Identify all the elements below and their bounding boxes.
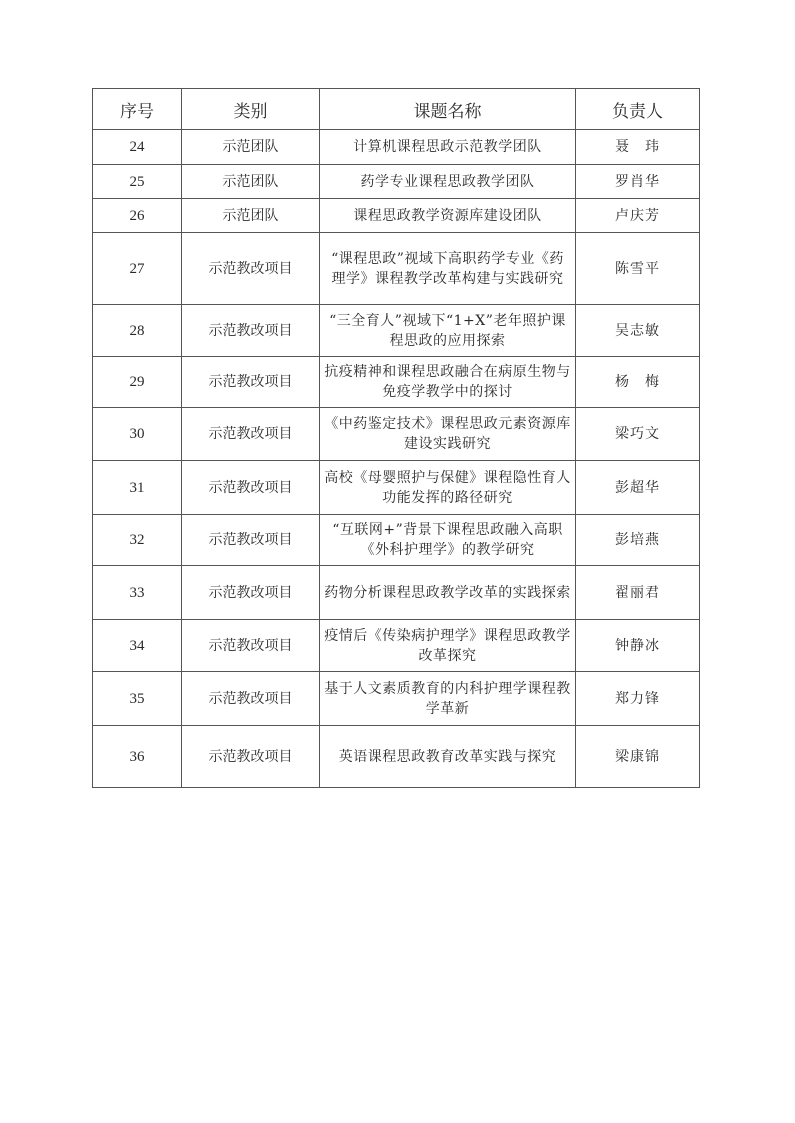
project-table	[92, 88, 700, 788]
row-title: 抗疫精神和课程思政融合在病原生物与 免疫学教学中的探讨	[320, 357, 576, 408]
row-title: 药物分析课程思政教学改革的实践探索	[320, 566, 576, 620]
row-category: 示范教改项目	[182, 408, 320, 461]
table-row	[93, 515, 700, 566]
row-owner: 吴志敏	[576, 305, 700, 357]
row-title: “课程思政”视域下高职药学专业《药理学》课程教学改革构建与实践研究	[320, 233, 576, 305]
table-row	[93, 130, 700, 165]
row-title: “互联网+”背景下课程思政融入高职《外科护理学》的教学研究	[320, 515, 576, 566]
row-category: 示范团队	[182, 199, 320, 233]
row-title: 《中药鉴定技术》课程思政元素资源库建设实践研究	[320, 408, 576, 461]
row-number: 29	[93, 357, 182, 408]
row-title: 英语课程思政教育改革实践与探究	[320, 726, 576, 788]
row-category: 示范教改项目	[182, 357, 320, 408]
row-title: 课程思政教学资源库建设团队	[320, 199, 576, 233]
table-row	[93, 672, 700, 726]
row-number: 28	[93, 305, 182, 357]
header-number: 序号	[93, 89, 182, 130]
row-number: 33	[93, 566, 182, 620]
row-owner: 郑力锋	[576, 672, 700, 726]
row-category: 示范教改项目	[182, 566, 320, 620]
table-row	[93, 199, 700, 233]
row-category: 示范教改项目	[182, 233, 320, 305]
row-number: 34	[93, 620, 182, 672]
row-number: 25	[93, 165, 182, 199]
row-category: 示范教改项目	[182, 672, 320, 726]
row-category: 示范团队	[182, 130, 320, 165]
row-owner: 钟静冰	[576, 620, 700, 672]
table-row	[93, 233, 700, 305]
row-title: 计算机课程思政示范教学团队	[320, 130, 576, 165]
table-row	[93, 566, 700, 620]
row-category: 示范教改项目	[182, 515, 320, 566]
row-category: 示范教改项目	[182, 726, 320, 788]
row-category: 示范教改项目	[182, 461, 320, 515]
table-header-row	[93, 89, 700, 130]
row-category: 示范团队	[182, 165, 320, 199]
row-owner: 彭培燕	[576, 515, 700, 566]
table-row	[93, 357, 700, 408]
row-number: 31	[93, 461, 182, 515]
row-category: 示范教改项目	[182, 620, 320, 672]
row-title: 药学专业课程思政教学团队	[320, 165, 576, 199]
header-category: 类别	[182, 89, 320, 130]
row-number: 24	[93, 130, 182, 165]
row-number: 27	[93, 233, 182, 305]
row-owner: 罗肖华	[576, 165, 700, 199]
header-owner: 负责人	[576, 89, 700, 130]
table-row	[93, 726, 700, 788]
row-number: 26	[93, 199, 182, 233]
table-row	[93, 461, 700, 515]
table-row	[93, 408, 700, 461]
row-number: 30	[93, 408, 182, 461]
row-owner: 梁康锦	[576, 726, 700, 788]
table-row	[93, 620, 700, 672]
row-owner: 翟丽君	[576, 566, 700, 620]
row-owner: 杨 梅	[576, 357, 700, 408]
row-owner: 彭超华	[576, 461, 700, 515]
row-title: “三全育人”视域下“1+X”老年照护课程思政的应用探索	[320, 305, 576, 357]
row-number: 36	[93, 726, 182, 788]
table-row	[93, 165, 700, 199]
header-title: 课题名称	[320, 89, 576, 130]
row-number: 35	[93, 672, 182, 726]
row-title: 高校《母婴照护与保健》课程隐性育人功能发挥的路径研究	[320, 461, 576, 515]
row-owner: 陈雪平	[576, 233, 700, 305]
table-row	[93, 305, 700, 357]
row-owner: 梁巧文	[576, 408, 700, 461]
row-title: 疫情后《传染病护理学》课程思政教学改革探究	[320, 620, 576, 672]
row-number: 32	[93, 515, 182, 566]
row-owner: 卢庆芳	[576, 199, 700, 233]
row-title: 基于人文素质教育的内科护理学课程教学革新	[320, 672, 576, 726]
row-owner: 聂 玮	[576, 130, 700, 165]
row-category: 示范教改项目	[182, 305, 320, 357]
